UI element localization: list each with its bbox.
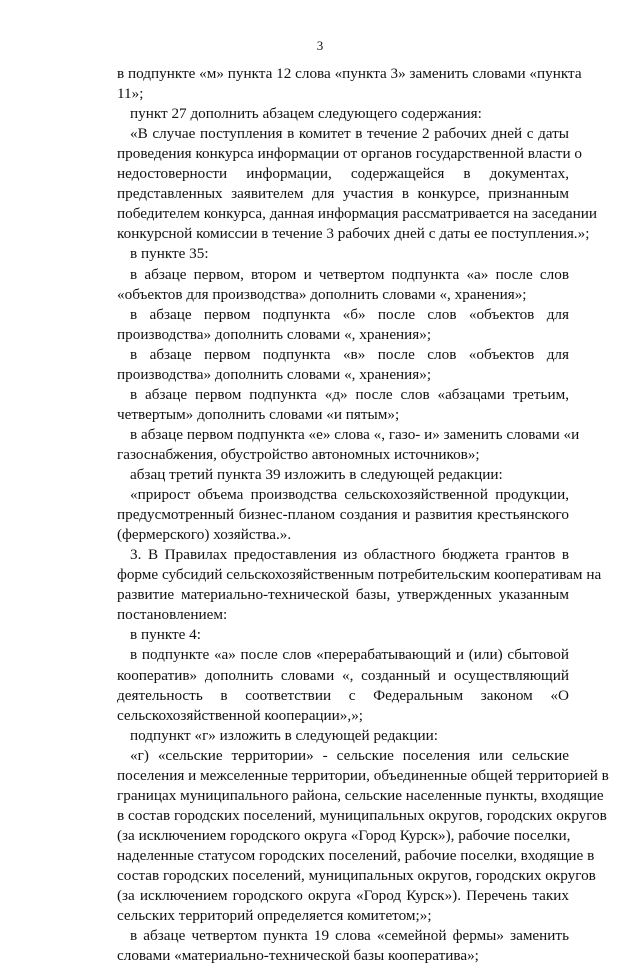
text-line: «объектов для производства» дополнить словами «, хранения»; xyxy=(117,285,527,303)
text-line: «прирост объема производства сельскохозяйственной продукции, xyxy=(130,486,569,504)
text-line: пункт 27 дополнить абзацем следующего содержания: xyxy=(130,105,482,123)
text-line: подпункт «г» изложить в следующей редакции: xyxy=(130,726,439,744)
text-line: предусмотренный бизнес-планом создания и развития крестьянского xyxy=(117,506,569,524)
text-line: наделенные статусом городских поселений, рабочие поселки, входящие в xyxy=(117,846,595,864)
text-line: победителем конкурса, данная информация рассматривается на заседании xyxy=(117,205,598,223)
text-line: кооператив» дополнить словами «, созданный и осуществляющий xyxy=(117,666,569,684)
text-line: сельских территорий определяется комитетом;»; xyxy=(117,907,432,925)
text-line: поселения и межселенные территории, объединенные общей территорией в xyxy=(117,766,609,784)
text-line: в абзаце четвертом пункта 19 слова «семейной фермы» заменить xyxy=(130,927,569,945)
text-line: (за исключением городского округа «Город Курск»). Перечень таких xyxy=(117,887,569,905)
text-line: в пункте 35: xyxy=(130,245,209,263)
text-line: в состав городских поселений, муниципальных округов, городских округов xyxy=(117,806,607,824)
text-line: границах муниципального района, сельские населенные пункты, входящие xyxy=(117,786,604,804)
text-line: состав городских поселений, муниципальных округов, городских округов xyxy=(117,867,596,884)
text-line: деятельность в соответствии с Федеральным законом «О xyxy=(117,686,569,704)
text-line: в подпункте «м» пункта 12 слова «пункта 3» заменить словами «пункта xyxy=(117,65,582,82)
text-line: 11»; xyxy=(117,85,144,103)
text-line: в абзаце первом подпункта «б» после слов «объектов для xyxy=(130,305,569,323)
text-line: проведения конкурса информации от органов государственной власти о xyxy=(117,145,582,163)
text-line: (за исключением городского округа «Город Курск»), рабочие поселки, xyxy=(117,826,571,844)
text-line: абзац третий пункта 39 изложить в следующей редакции: xyxy=(130,466,503,483)
text-line: газоснабжения, обустройство автономных источников»; xyxy=(117,445,480,463)
text-line: четвертым» дополнить словами «и пятым»; xyxy=(117,405,400,423)
text-line: в абзаце первом, втором и четвертом подпункта «а» после слов xyxy=(130,265,569,283)
text-line: в пункте 4: xyxy=(130,626,201,644)
text-line: в абзаце первом подпункта «в» после слов «объектов для xyxy=(130,345,569,363)
text-line: «В случае поступления в комитет в течение 2 рабочих дней с даты xyxy=(130,125,569,143)
text-line: конкурсной комиссии в течение 3 рабочих дней с даты ее поступления.»; xyxy=(117,225,590,243)
text-line: «г) «сельские территории» - сельские поселения или сельские xyxy=(130,746,569,764)
text-line: словами «материально-технической базы кооператива»; xyxy=(117,947,479,965)
text-line: недостоверности информации, содержащейся в документах, xyxy=(117,165,569,183)
text-line: форме субсидий сельскохозяйственным потребительским кооперативам на xyxy=(117,566,602,584)
text-line: сельскохозяйственной кооперации»,»; xyxy=(117,706,364,724)
text-line: в подпункте «а» после слов «перерабатывающий и (или) сбытовой xyxy=(130,646,569,664)
text-line: производства» дополнить словами «, хранения»; xyxy=(117,365,432,383)
text-line: постановлением: xyxy=(117,606,228,624)
text-line: представленных заявителем для участия в конкурсе, признанным xyxy=(117,185,569,203)
text-line: в абзаце первом подпункта «д» после слов «абзацами третьим, xyxy=(130,385,569,403)
text-line: 3. В Правилах предоставления из областного бюджета грантов в xyxy=(130,546,569,564)
text-line: производства» дополнить словами «, хранения»; xyxy=(117,325,432,343)
text-line: (фермерского) хозяйства.». xyxy=(117,526,292,544)
text-line: в абзаце первом подпункта «е» слова «, газо- и» заменить словами «и xyxy=(130,425,580,443)
page-number: 3 xyxy=(316,38,324,53)
text-line: развитие материально-технической базы, утвержденных указанным xyxy=(117,586,569,604)
